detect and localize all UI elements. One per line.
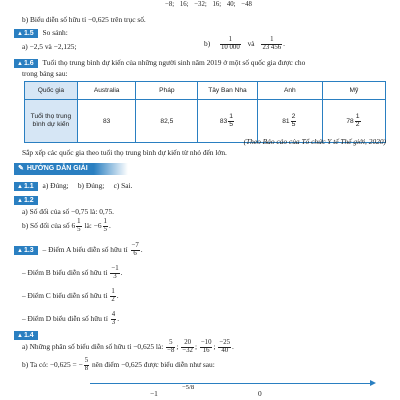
answer-1-3-c: – Điểm C biểu diễn số hữu tỉ $\frac{1}{2}$ .	[22, 288, 119, 303]
solution-banner: ✎ HƯỚNG DẪN GIẢI	[14, 163, 128, 175]
fraction: $\frac{1}{5}$	[103, 218, 107, 233]
answer-1-4-header	[14, 331, 38, 340]
fraction: $\frac{5}{-8}$	[167, 339, 175, 354]
axis-label: 0	[258, 389, 262, 398]
top-fraction-row: −8; 16; −32; 16; 40; −48	[165, 1, 252, 8]
table-source: (Theo Báo cáo của Tổ chức Y tế Thế giới, 2020)	[243, 137, 386, 146]
fraction: $\frac{1}{5}$	[77, 218, 81, 233]
table-header: Tây Ban Nha	[198, 82, 258, 100]
exercise-1-5-b: b) $\frac{1}{10 000}$ và $\frac{1}{23 456}$ .	[204, 36, 285, 51]
axis-label: −1	[150, 389, 158, 398]
fraction: $\frac{1}{10 000}$	[221, 36, 240, 51]
table-header: Quốc gia	[25, 82, 78, 100]
answer-1-2-b: b) Số đối của số 6 $\frac{1}{5}$ là: −6 $\frac{1}{5}$ .	[22, 218, 111, 233]
table-header: Pháp	[136, 82, 198, 100]
table-cell: 83	[77, 100, 136, 143]
table-header-row	[25, 82, 386, 100]
exercise-1-6-task: Sắp xếp các quốc gia theo tuổi thọ trung bình dự kiến từ nhỏ đến lớn.	[22, 148, 227, 157]
table-header: Anh	[257, 82, 322, 100]
table-cell: 82,5	[136, 100, 198, 143]
table-cell: 81 $\frac{2}{5}$	[257, 100, 322, 143]
fraction: $\frac{20}{-32}$	[182, 339, 193, 354]
number-line	[90, 383, 374, 384]
exercise-badge: ▲1.6	[14, 59, 38, 68]
answer-1-3-d: – Điểm D biểu diễn số hữu tỉ $\frac{4}{3}$ .	[22, 311, 120, 326]
row-label: Tuổi thọ trung bình dự kiến	[25, 100, 78, 143]
fraction: $\frac{-10}{16}$	[200, 339, 212, 354]
table-header: Mỹ	[322, 82, 385, 100]
exercise-1-5-a: a) −2,5 và −2,125;	[22, 42, 77, 51]
answer-1-4-a: a) Những phân số biểu diễn số hữu tỉ −0,625 là: $\frac{5}{-8}$ ; $\frac{20}{-32}$ ; $\frac{-10}{16}$ ; $\frac{-25}{40}$ .	[22, 339, 234, 354]
fraction: $\frac{-7}{6}$	[131, 242, 139, 257]
fraction: $\frac{1}{2}$	[111, 288, 115, 303]
exercise-1-5-header: ▲1.5 So sánh:	[14, 29, 68, 38]
axis-label: −5/8	[182, 384, 195, 391]
fraction: $\frac{1}{2}$	[355, 112, 360, 128]
fraction: $\frac{5}{8}$	[84, 357, 89, 372]
table-header: Australia	[77, 82, 136, 100]
exercise-1-6-line2: trong bảng sau:	[22, 69, 68, 78]
answer-badge: ▲1.3	[14, 246, 38, 255]
footprint-icon: ✎	[18, 165, 24, 172]
fraction: $\frac{1}{23 456}$	[262, 36, 282, 51]
answer-badge: ▲1.1	[14, 182, 38, 191]
fraction: $\frac{-1}{3}$	[111, 265, 119, 280]
table-cell: 83 $\frac{1}{5}$	[198, 100, 258, 143]
table-cell: 78 $\frac{1}{2}$	[322, 100, 385, 143]
fraction: $\frac{4}{3}$	[111, 311, 116, 326]
answer-1-2-header	[14, 196, 38, 205]
fraction: $\frac{-25}{40}$	[219, 339, 231, 354]
prev-exercise-line: b) Biểu diễn số hữu tỉ −0,625 trên trục số.	[22, 15, 146, 24]
answer-1-3-b: – Điểm B biểu diễn số hữu tỉ $\frac{-1}{3}$ .	[22, 265, 123, 280]
answer-1-1: ▲1.1 a) Đúng; b) Đúng; c) Sai.	[14, 182, 132, 191]
answer-1-2-a: a) Số đối của số −0,75 là: 0,75.	[22, 207, 115, 216]
answer-1-4-b: b) Ta có: −0,625 = − $\frac{5}{8}$ nên điểm −0,625 được biểu diễn như sau:	[22, 357, 215, 372]
fraction: $\frac{2}{5}$	[291, 112, 296, 128]
answer-badge: ▲1.4	[14, 331, 38, 340]
life-expectancy-table	[24, 81, 386, 146]
answer-badge: ▲1.2	[14, 196, 38, 205]
exercise-1-6-line1: ▲1.6 Tuổi thọ trung bình dự kiến của những người sinh năm 2019 ở một số quốc gia được cho	[14, 59, 305, 68]
answer-1-3-a: ▲1.3 – Điểm A biểu diễn số hữu tỉ $\frac{-7}{6}$ .	[14, 243, 143, 258]
exercise-badge: ▲1.5	[14, 29, 38, 38]
number-line-arrow	[370, 380, 376, 386]
fraction: $\frac{1}{5}$	[229, 112, 234, 128]
